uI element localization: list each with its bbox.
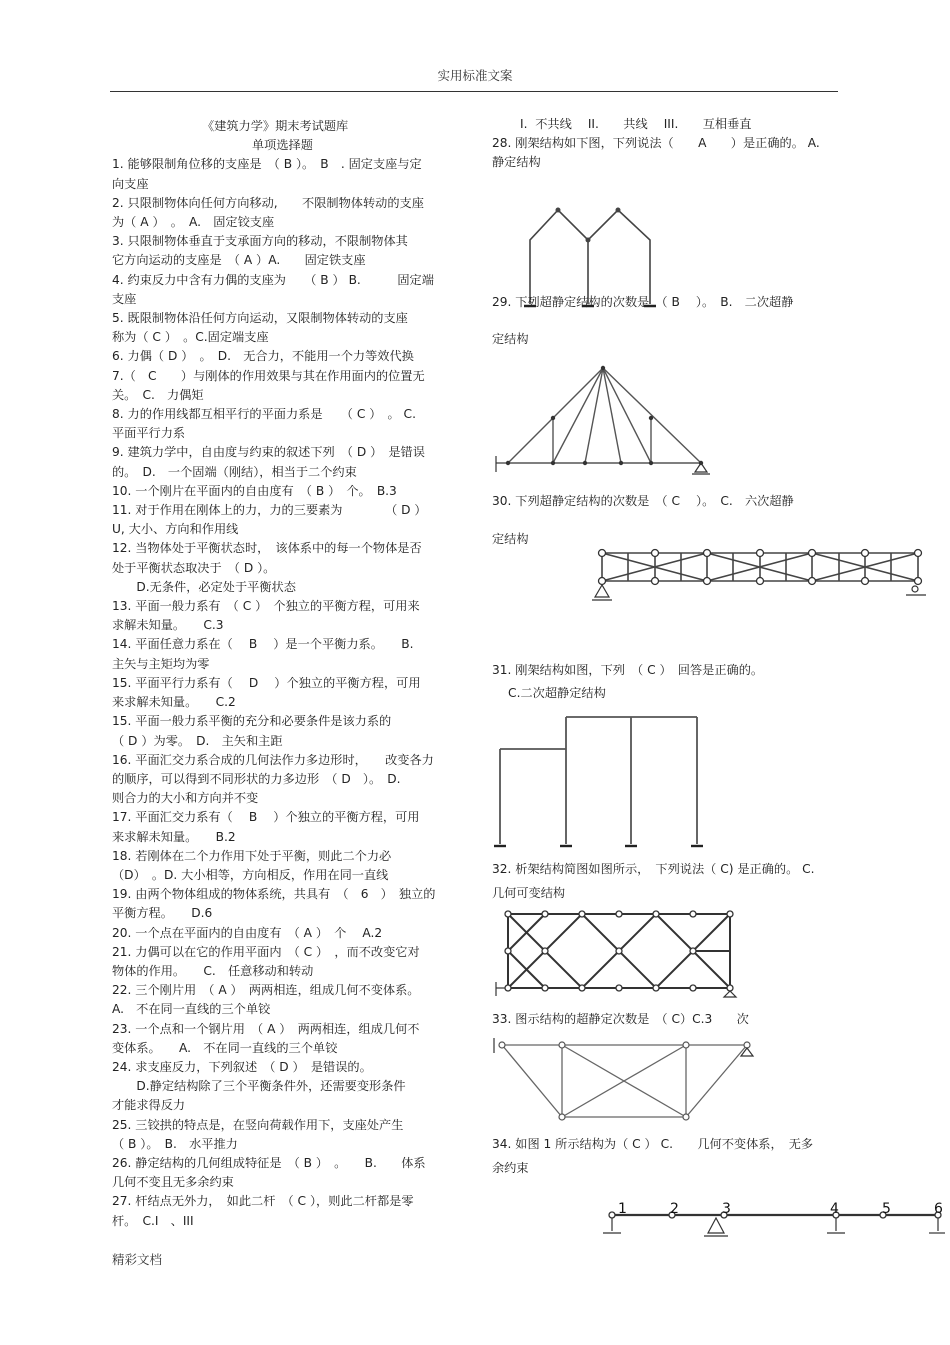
q29-text-1: 29. 下列超静定结构的次数是 （ B ）。 B. 二次超静	[492, 295, 794, 309]
q28-text-2: 静定结构	[492, 155, 541, 169]
question-line: 10. 一个刚片在平面内的自由度有 （ B ） 个。 B.3	[112, 483, 397, 498]
question-line: 为（ A ） 。 A. 固定铰支座	[112, 215, 275, 230]
question-line: 16. 平面汇交力系合成的几何法作力多边形时， 改变各力	[112, 752, 434, 767]
question-line: （ B ）。 B. 水平推力	[112, 1136, 238, 1151]
question-line: 平面平行力系	[112, 426, 186, 441]
q31-frame-figure	[490, 712, 710, 852]
q34-text-1: 34. 如图 1 所示结构为（ C ） C. 几何不变体系， 无多	[492, 1137, 814, 1151]
question-list	[112, 155, 457, 1230]
question-line: 的。 D. 一个固端（刚结），相当于二个约束	[112, 464, 357, 479]
question-line: 1. 能够限制角位移的支座是 （ B ）。 B . 固定支座与定	[112, 157, 422, 172]
question-line: 向支座	[112, 176, 149, 191]
question-line: 处于平衡状态取决于 （ D ）。	[112, 560, 276, 575]
question-line: 23. 一个点和一个钢片用 （ A ） 两两相连，组成几何不	[112, 1021, 420, 1036]
question-line: 5. 既限制物体沿任何方向运动，又限制物体转动的支座	[112, 311, 408, 326]
question-line: 11. 对于作用在刚体上的力，力的三要素为 （ D ）	[112, 503, 427, 518]
question-line: U, 大小、方向和作用线	[112, 522, 239, 537]
question-line: 它方向运动的支座是 （ A ）A. 固定铁支座	[112, 253, 366, 268]
question-line: 24. 求支座反力，下列叙述 （ D ） 是错误的。	[112, 1059, 372, 1074]
question-line: 9. 建筑力学中，自由度与约束的叙述下列 （ D ） 是错误	[112, 445, 425, 460]
question-line: 3. 只限制物体垂直于支承面方向的移动，不限制物体其	[112, 234, 408, 249]
q29-text-2: 定结构	[492, 332, 529, 346]
q32-truss-figure	[490, 908, 740, 1000]
question-line: 称为（ C ） 。C.固定端支座	[112, 330, 269, 345]
node-label-6: 6	[934, 1201, 943, 1217]
question-line: 几何不变且无多余约束	[112, 1175, 234, 1190]
question-line: 杆。 C.I 、III	[112, 1213, 194, 1228]
question-line: 才能求得反力	[112, 1098, 186, 1113]
question-line: A. 不在同一直线的三个单铰	[112, 1002, 271, 1017]
question-line: 27. 杆结点无外力， 如此二杆 （ C ），则此二杆都是零	[112, 1194, 414, 1209]
header-divider	[110, 91, 838, 92]
question-line: 21. 力偶可以在它的作用平面内 （ C ） ，而不改变它对	[112, 944, 420, 959]
q29-truss-figure	[490, 360, 715, 478]
question-line: 7.（ C ）与刚体的作用效果与其在作用面内的位置无	[112, 368, 425, 383]
left-column	[112, 117, 457, 1231]
page-header: 实用标准文案	[437, 68, 513, 83]
question-line: 8. 力的作用线都互相平行的平面力系是 （ C ） 。 C.	[112, 407, 416, 422]
question-line: 求解未知量。 C.3	[112, 618, 224, 633]
question-line: 17. 平面汇交力系有（ B ）个独立的平衡方程，可用	[112, 810, 420, 825]
question-line: （D） 。D. 大小相等，方向相反，作用在同一直线	[112, 867, 389, 882]
question-line: 平衡方程。 D.6	[112, 906, 213, 921]
question-line: 15. 平面一般力系平衡的充分和必要条件是该力系的	[112, 714, 392, 729]
question-line: 的顺序，可以得到不同形状的力多边形 （ D ）。 D.	[112, 771, 401, 786]
question-line: 来求解未知量。 C.2	[112, 695, 236, 710]
q30-text-1: 30. 下列超静定结构的次数是 （ C ）。 C. 六次超静	[492, 494, 794, 508]
q32-text-1: 32. 析架结构简图如图所示， 下列说法（ C) 是正确的。 C.	[492, 862, 815, 876]
question-line: 2. 只限制物体向任何方向移动, 不限制物体转动的支座	[112, 195, 424, 210]
question-line: 13. 平面一般力系有 （ C ） 个独立的平衡方程，可用来	[112, 599, 420, 614]
q33-text: 33. 图示结构的超静定次数是 （ C）C.3 次	[492, 1012, 749, 1026]
q33-truss-figure	[490, 1036, 770, 1126]
question-line: D.无条件，必定处于平衡状态	[112, 579, 296, 594]
q30-text-2: 定结构	[492, 532, 529, 546]
question-line: 变体系。 A. 不在同一直线的三个单铰	[112, 1040, 338, 1055]
question-line: 物体的作用。 C. 任意移动和转动	[112, 963, 314, 978]
q31-text-1: 31. 刚架结构如图，下列 （ C ） 回答是正确的。	[492, 663, 764, 677]
q34-text-2: 余约束	[492, 1161, 529, 1175]
section-subtitle: 单项选择题	[252, 138, 313, 153]
q31-text-2: C.二次超静定结构	[492, 686, 606, 700]
question-line: 18. 若刚体在二个力作用下处于平衡，则此二个力必	[112, 848, 392, 863]
q34-beam-figure	[600, 1195, 945, 1250]
exam-title: 《建筑力学》期末考试题库	[202, 119, 349, 133]
q30-truss-figure	[590, 545, 935, 607]
question-line: 6. 力偶（ D ） 。 D. 无合力，不能用一个力等效代换	[112, 349, 414, 364]
question-line: 4. 约束反力中含有力偶的支座为 （ B ） B. 固定端	[112, 272, 434, 287]
question-line: 主矢与主矩均为零	[112, 656, 210, 671]
question-line: 25. 三铰拱的特点是，在竖向荷载作用下，支座处产生	[112, 1117, 404, 1132]
page-footer: 精彩文档	[112, 1252, 163, 1267]
question-line: 14. 平面任意力系在（ B ）是一个平衡力系。 B.	[112, 637, 414, 652]
node-label-1: 1	[618, 1201, 627, 1217]
question-line: 20. 一个点在平面内的自由度有 （ A ） 个 A.2	[112, 925, 383, 940]
question-line: 来求解未知量。 B.2	[112, 829, 236, 844]
question-line: 支座	[112, 291, 137, 306]
question-line: （ D ）为零。 D. 主矢和主距	[112, 733, 283, 748]
question-line: 15. 平面平行力系有（ D ）个独立的平衡方程，可用	[112, 675, 421, 690]
question-line: 则合力的大小和方向并不变	[112, 791, 259, 806]
question-line: 12. 当物体处于平衡状态时， 该体系中的每一个物体是否	[112, 541, 422, 556]
question-line: D.静定结构除了三个平衡条件外，还需要变形条件	[112, 1079, 406, 1094]
q32-text-2: 几何可变结构	[492, 886, 566, 900]
node-label-3: 3	[722, 1201, 731, 1217]
question-line: 26. 静定结构的几何组成特征是 （ B ） 。 B. 体系	[112, 1155, 426, 1170]
question-line: 22. 三个刚片用 （ A ） 两两相连，组成几何不变体系。	[112, 983, 420, 998]
q27-options: I. 不共线 II. 共线 III. 互相垂直	[520, 117, 752, 131]
question-line: 关。 C. 力偶矩	[112, 387, 204, 402]
node-label-5: 5	[882, 1201, 891, 1217]
question-line: 19. 由两个物体组成的物体系统，共具有 （ 6 ） 独立的	[112, 887, 436, 902]
node-label-4: 4	[830, 1201, 839, 1217]
q28-text-1: 28. 刚架结构如下图，下列说法（ A ）是正确的。 A.	[492, 136, 820, 150]
node-label-2: 2	[670, 1201, 679, 1217]
